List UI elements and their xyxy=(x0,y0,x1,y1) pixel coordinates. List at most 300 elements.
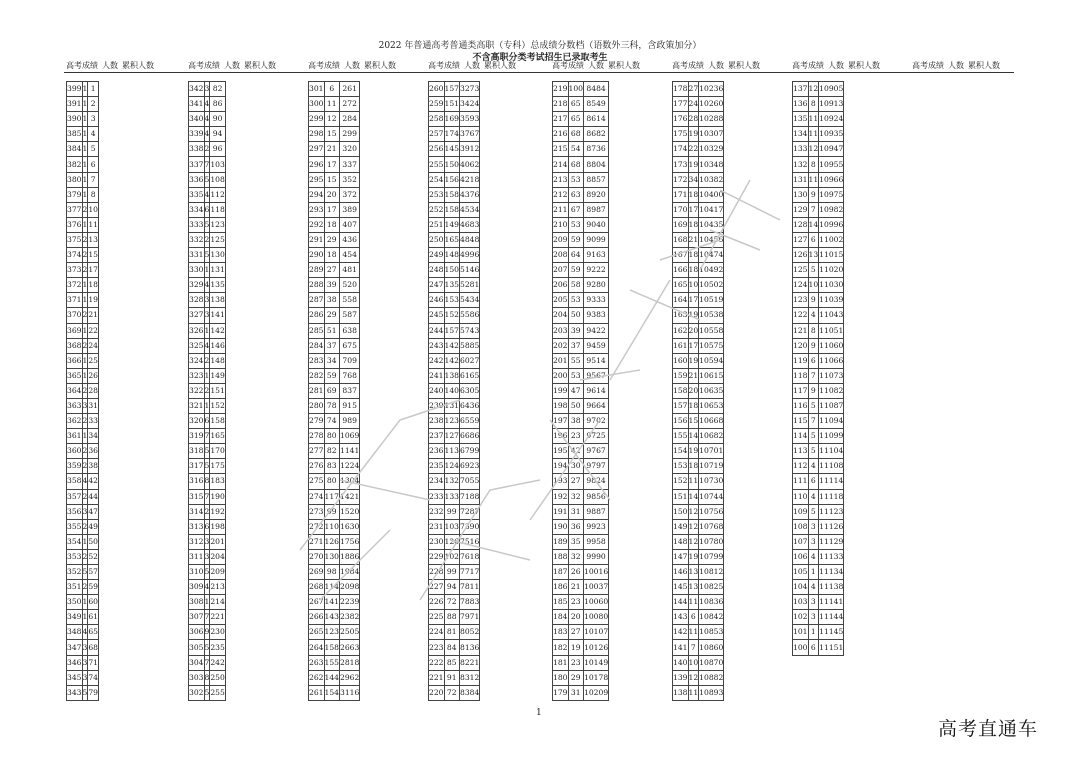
score-cell: 135 xyxy=(793,112,809,127)
cumulative-cell: 33 xyxy=(88,414,99,429)
table-row xyxy=(553,459,609,474)
cumulative-cell: 9887 xyxy=(584,504,609,519)
count-cell: 4 xyxy=(204,112,210,127)
cumulative-cell: 1224 xyxy=(340,459,360,474)
table-row xyxy=(673,368,724,383)
score-cell: 290 xyxy=(309,248,325,263)
cumulative-cell: 9725 xyxy=(584,429,609,444)
score-cell: 142 xyxy=(673,625,689,640)
count-cell: 11 xyxy=(688,625,699,640)
count-cell: 8 xyxy=(204,474,210,489)
score-cell: 136 xyxy=(793,97,809,112)
count-cell: 3 xyxy=(204,293,210,308)
cumulative-cell: 6686 xyxy=(460,429,480,444)
count-cell: 3 xyxy=(204,82,210,97)
cumulative-cell: 11082 xyxy=(819,383,844,398)
cumulative-cell: 4534 xyxy=(460,202,480,217)
score-cell: 216 xyxy=(553,127,569,142)
score-cell: 267 xyxy=(309,595,325,610)
table-row xyxy=(189,127,226,142)
page-number: 1 xyxy=(536,708,542,718)
count-cell: 29 xyxy=(324,232,340,247)
count-cell: 117 xyxy=(324,489,340,504)
score-cell: 294 xyxy=(309,187,325,202)
count-cell: 5 xyxy=(204,685,210,700)
score-cell: 150 xyxy=(673,504,689,519)
score-cell: 263 xyxy=(309,655,325,670)
count-cell: 4 xyxy=(204,338,210,353)
cumulative-cell: 5 xyxy=(88,142,99,157)
header-group xyxy=(552,60,644,71)
table-row xyxy=(309,278,360,293)
header-group xyxy=(792,60,884,71)
score-cell: 274 xyxy=(309,489,325,504)
table-row xyxy=(189,172,226,187)
score-cell: 330 xyxy=(189,263,205,278)
score-cell: 363 xyxy=(67,398,83,413)
score-cell: 170 xyxy=(673,202,689,217)
score-cell: 159 xyxy=(673,368,689,383)
column-header: 高考成绩 xyxy=(912,61,944,70)
score-cell: 352 xyxy=(67,565,83,580)
count-cell: 99 xyxy=(324,504,340,519)
score-table xyxy=(792,81,844,656)
score-cell: 291 xyxy=(309,232,325,247)
score-cell: 215 xyxy=(553,142,569,157)
table-row xyxy=(793,127,844,142)
score-cell: 297 xyxy=(309,142,325,157)
table-row xyxy=(553,157,609,172)
score-cell: 229 xyxy=(429,549,445,564)
table-row xyxy=(189,640,226,655)
score-cell: 280 xyxy=(309,398,325,413)
score-cell: 167 xyxy=(673,248,689,263)
score-cell: 201 xyxy=(553,353,569,368)
count-cell: 2 xyxy=(82,580,88,595)
table-row xyxy=(793,248,844,263)
score-cell: 143 xyxy=(673,610,689,625)
cumulative-cell: 8920 xyxy=(584,187,609,202)
cumulative-cell: 4683 xyxy=(460,217,480,232)
cumulative-cell: 11104 xyxy=(819,444,844,459)
table-row xyxy=(67,459,99,474)
score-cell: 109 xyxy=(793,504,809,519)
cumulative-cell: 10842 xyxy=(699,610,724,625)
cumulative-cell: 337 xyxy=(340,157,360,172)
count-cell: 15 xyxy=(324,127,340,142)
table-row xyxy=(793,82,844,97)
score-cell: 133 xyxy=(793,142,809,157)
score-cell: 223 xyxy=(429,640,445,655)
cumulative-cell: 79 xyxy=(88,685,99,700)
score-cell: 347 xyxy=(67,640,83,655)
count-cell: 15 xyxy=(688,414,699,429)
table-row xyxy=(189,232,226,247)
score-cell: 239 xyxy=(429,398,445,413)
count-cell: 5 xyxy=(204,444,210,459)
count-cell: 103 xyxy=(444,519,460,534)
table-row xyxy=(673,232,724,247)
cumulative-cell: 2505 xyxy=(340,625,360,640)
cumulative-cell: 9767 xyxy=(584,444,609,459)
cumulative-cell: 915 xyxy=(340,398,360,413)
cumulative-cell: 8136 xyxy=(460,640,480,655)
score-cell: 292 xyxy=(309,217,325,232)
table-row xyxy=(429,157,480,172)
cumulative-cell: 10149 xyxy=(584,655,609,670)
cumulative-cell: 19 xyxy=(88,293,99,308)
table-row xyxy=(793,157,844,172)
cumulative-cell: 436 xyxy=(340,232,360,247)
score-cell: 332 xyxy=(189,232,205,247)
table-row xyxy=(189,610,226,625)
count-cell: 34 xyxy=(688,172,699,187)
table-row xyxy=(67,504,99,519)
cumulative-cell: 7390 xyxy=(460,519,480,534)
column-header: 累积人数 xyxy=(728,61,760,70)
count-cell: 19 xyxy=(568,640,584,655)
table-row xyxy=(189,444,226,459)
cumulative-cell: 10924 xyxy=(819,112,844,127)
score-cell: 346 xyxy=(67,655,83,670)
count-cell: 55 xyxy=(568,353,584,368)
score-cell: 173 xyxy=(673,157,689,172)
table-row xyxy=(429,670,480,685)
count-cell: 7 xyxy=(204,429,210,444)
count-cell: 150 xyxy=(444,263,460,278)
table-row xyxy=(189,685,226,700)
count-cell: 5 xyxy=(204,459,210,474)
score-cell: 112 xyxy=(793,459,809,474)
score-cell: 361 xyxy=(67,429,83,444)
score-cell: 100 xyxy=(793,640,809,655)
cumulative-cell: 38 xyxy=(88,459,99,474)
count-cell: 5 xyxy=(82,685,88,700)
table-row xyxy=(793,595,844,610)
score-table xyxy=(188,81,226,701)
cumulative-cell: 11051 xyxy=(819,323,844,338)
cumulative-cell: 10870 xyxy=(699,655,724,670)
table-row xyxy=(429,202,480,217)
table-row xyxy=(793,640,844,655)
cumulative-cell: 1304 xyxy=(340,474,360,489)
table-row xyxy=(553,172,609,187)
score-cell: 218 xyxy=(553,97,569,112)
count-cell: 58 xyxy=(568,278,584,293)
count-cell: 114 xyxy=(324,580,340,595)
count-cell: 2 xyxy=(82,308,88,323)
cumulative-cell: 10575 xyxy=(699,338,724,353)
score-cell: 333 xyxy=(189,217,205,232)
table-row xyxy=(553,248,609,263)
count-cell: 7 xyxy=(688,640,699,655)
score-cell: 197 xyxy=(553,414,569,429)
count-cell: 2 xyxy=(82,232,88,247)
cumulative-cell: 9797 xyxy=(584,459,609,474)
score-cell: 299 xyxy=(309,112,325,127)
count-cell: 100 xyxy=(568,82,584,97)
score-cell: 253 xyxy=(429,187,445,202)
cumulative-cell: 4 xyxy=(88,127,99,142)
score-cell: 194 xyxy=(553,459,569,474)
count-cell: 18 xyxy=(688,187,699,202)
count-cell: 12 xyxy=(688,519,699,534)
cumulative-cell: 11126 xyxy=(819,519,844,534)
cumulative-cell: 10955 xyxy=(819,157,844,172)
table-row xyxy=(673,429,724,444)
cumulative-cell: 11073 xyxy=(819,368,844,383)
score-cell: 132 xyxy=(793,157,809,172)
cumulative-cell: 221 xyxy=(210,610,226,625)
count-cell: 1 xyxy=(82,97,88,112)
column-header: 人数 xyxy=(224,61,240,70)
cumulative-cell: 68 xyxy=(88,640,99,655)
score-cell: 337 xyxy=(189,157,205,172)
count-cell: 158 xyxy=(324,640,340,655)
cumulative-cell: 242 xyxy=(210,655,226,670)
cumulative-cell: 26 xyxy=(88,368,99,383)
count-cell: 1 xyxy=(204,368,210,383)
table-row xyxy=(189,459,226,474)
count-cell: 37 xyxy=(324,338,340,353)
table-row xyxy=(67,625,99,640)
count-cell: 130 xyxy=(324,549,340,564)
count-cell: 21 xyxy=(324,142,340,157)
column-header: 累积人数 xyxy=(244,61,276,70)
count-cell: 26 xyxy=(568,565,584,580)
cumulative-cell: 49 xyxy=(88,519,99,534)
count-cell: 50 xyxy=(568,398,584,413)
cumulative-cell: 10668 xyxy=(699,414,724,429)
count-cell: 2 xyxy=(82,489,88,504)
cumulative-cell: 10853 xyxy=(699,625,724,640)
score-cell: 348 xyxy=(67,625,83,640)
cumulative-cell: 204 xyxy=(210,549,226,564)
table-row xyxy=(553,142,609,157)
table-row xyxy=(553,338,609,353)
score-cell: 219 xyxy=(553,82,569,97)
count-cell: 1 xyxy=(82,429,88,444)
cumulative-cell: 8052 xyxy=(460,625,480,640)
score-cell: 283 xyxy=(309,353,325,368)
cumulative-cell: 3912 xyxy=(460,142,480,157)
score-cell: 147 xyxy=(673,549,689,564)
table-row xyxy=(429,308,480,323)
cumulative-cell: 10947 xyxy=(819,142,844,157)
score-cell: 195 xyxy=(553,444,569,459)
count-cell: 27 xyxy=(568,474,584,489)
cumulative-cell: 11134 xyxy=(819,565,844,580)
count-cell: 1 xyxy=(82,293,88,308)
table-row xyxy=(553,640,609,655)
table-row xyxy=(793,217,844,232)
table-row xyxy=(309,293,360,308)
table-row xyxy=(429,549,480,564)
cumulative-cell: 2663 xyxy=(340,640,360,655)
cumulative-cell: 5434 xyxy=(460,293,480,308)
cumulative-cell: 7287 xyxy=(460,504,480,519)
cumulative-cell: 10730 xyxy=(699,474,724,489)
table-row xyxy=(67,368,99,383)
score-cell: 345 xyxy=(67,670,83,685)
count-cell: 4 xyxy=(808,308,819,323)
score-cell: 211 xyxy=(553,202,569,217)
table-row xyxy=(309,534,360,549)
count-cell: 143 xyxy=(324,610,340,625)
cumulative-cell: 8 xyxy=(88,187,99,202)
score-table xyxy=(428,81,480,701)
table-row xyxy=(793,368,844,383)
cumulative-cell: 10780 xyxy=(699,534,724,549)
header-group xyxy=(672,60,764,71)
cumulative-cell: 112 xyxy=(210,187,226,202)
count-cell: 37 xyxy=(568,338,584,353)
count-cell: 19 xyxy=(688,444,699,459)
table-row xyxy=(429,172,480,187)
cumulative-cell: 6799 xyxy=(460,444,480,459)
score-cell: 221 xyxy=(429,670,445,685)
cumulative-cell: 10558 xyxy=(699,323,724,338)
cumulative-cell: 5586 xyxy=(460,308,480,323)
cumulative-cell: 141 xyxy=(210,308,226,323)
cumulative-cell: 9422 xyxy=(584,323,609,338)
score-cell: 302 xyxy=(189,685,205,700)
table-row xyxy=(67,112,99,127)
count-cell: 8 xyxy=(808,97,819,112)
table-row xyxy=(429,610,480,625)
score-cell: 138 xyxy=(673,685,689,700)
score-cell: 192 xyxy=(553,489,569,504)
count-cell: 84 xyxy=(444,640,460,655)
count-cell: 20 xyxy=(568,610,584,625)
cumulative-cell: 71 xyxy=(88,655,99,670)
cumulative-cell: 10935 xyxy=(819,127,844,142)
score-cell: 204 xyxy=(553,308,569,323)
score-cell: 244 xyxy=(429,323,445,338)
score-cell: 325 xyxy=(189,338,205,353)
score-cell: 224 xyxy=(429,625,445,640)
score-cell: 335 xyxy=(189,187,205,202)
score-cell: 182 xyxy=(553,640,569,655)
table-row xyxy=(673,82,724,97)
count-cell: 85 xyxy=(444,655,460,670)
cumulative-cell: 6165 xyxy=(460,368,480,383)
table-row xyxy=(309,625,360,640)
count-cell: 2 xyxy=(204,232,210,247)
cumulative-cell: 407 xyxy=(340,217,360,232)
count-cell: 12 xyxy=(688,670,699,685)
score-cell: 281 xyxy=(309,383,325,398)
score-cell: 369 xyxy=(67,323,83,338)
cumulative-cell: 10382 xyxy=(699,172,724,187)
cumulative-cell: 10996 xyxy=(819,217,844,232)
cumulative-cell: 7717 xyxy=(460,565,480,580)
score-cell: 359 xyxy=(67,459,83,474)
score-cell: 287 xyxy=(309,293,325,308)
table-row xyxy=(189,202,226,217)
cumulative-cell: 3 xyxy=(88,112,99,127)
score-cell: 179 xyxy=(553,685,569,700)
score-cell: 375 xyxy=(67,232,83,247)
score-cell: 278 xyxy=(309,429,325,444)
score-cell: 158 xyxy=(673,383,689,398)
score-cell: 189 xyxy=(553,534,569,549)
cumulative-cell: 9824 xyxy=(584,474,609,489)
cumulative-cell: 8857 xyxy=(584,172,609,187)
score-cell: 339 xyxy=(189,127,205,142)
score-cell: 320 xyxy=(189,414,205,429)
count-cell: 126 xyxy=(324,534,340,549)
header-group xyxy=(66,60,158,71)
count-cell: 47 xyxy=(568,383,584,398)
count-cell: 140 xyxy=(444,383,460,398)
table-row xyxy=(429,82,480,97)
count-cell: 38 xyxy=(568,414,584,429)
count-cell: 154 xyxy=(324,685,340,700)
table-row xyxy=(793,353,844,368)
count-cell: 3 xyxy=(808,595,819,610)
count-cell: 1 xyxy=(82,112,88,127)
count-cell: 50 xyxy=(568,308,584,323)
cumulative-cell: 165 xyxy=(210,429,226,444)
table-row xyxy=(309,565,360,580)
score-cell: 228 xyxy=(429,565,445,580)
count-cell: 27 xyxy=(688,82,699,97)
score-cell: 243 xyxy=(429,338,445,353)
count-cell: 11 xyxy=(688,595,699,610)
count-cell: 2 xyxy=(82,414,88,429)
column-header: 高考成绩 xyxy=(308,61,340,70)
count-cell: 21 xyxy=(688,232,699,247)
table-row xyxy=(67,474,99,489)
table-row xyxy=(309,383,360,398)
cumulative-cell: 261 xyxy=(340,82,360,97)
count-cell: 11 xyxy=(808,112,819,127)
score-cell: 217 xyxy=(553,112,569,127)
score-cell: 303 xyxy=(189,670,205,685)
table-row xyxy=(553,323,609,338)
count-cell: 59 xyxy=(568,232,584,247)
cumulative-cell: 272 xyxy=(340,97,360,112)
table-row xyxy=(67,97,99,112)
table-row xyxy=(673,459,724,474)
score-cell: 231 xyxy=(429,519,445,534)
score-cell: 107 xyxy=(793,534,809,549)
table-row xyxy=(553,534,609,549)
cumulative-cell: 8614 xyxy=(584,112,609,127)
cumulative-cell: 9567 xyxy=(584,368,609,383)
score-cell: 286 xyxy=(309,308,325,323)
table-row xyxy=(189,625,226,640)
score-cell: 146 xyxy=(673,565,689,580)
score-cell: 248 xyxy=(429,263,445,278)
table-row xyxy=(309,97,360,112)
score-cell: 108 xyxy=(793,519,809,534)
table-row xyxy=(553,97,609,112)
table-row xyxy=(309,248,360,263)
count-cell: 21 xyxy=(688,368,699,383)
score-cell: 358 xyxy=(67,474,83,489)
table-row xyxy=(189,383,226,398)
cumulative-cell: 4996 xyxy=(460,248,480,263)
cumulative-cell: 3767 xyxy=(460,127,480,142)
table-row xyxy=(67,217,99,232)
score-cell: 148 xyxy=(673,534,689,549)
cumulative-cell: 1 xyxy=(88,82,99,97)
cumulative-cell: 10812 xyxy=(699,565,724,580)
table-row xyxy=(553,504,609,519)
score-cell: 310 xyxy=(189,565,205,580)
